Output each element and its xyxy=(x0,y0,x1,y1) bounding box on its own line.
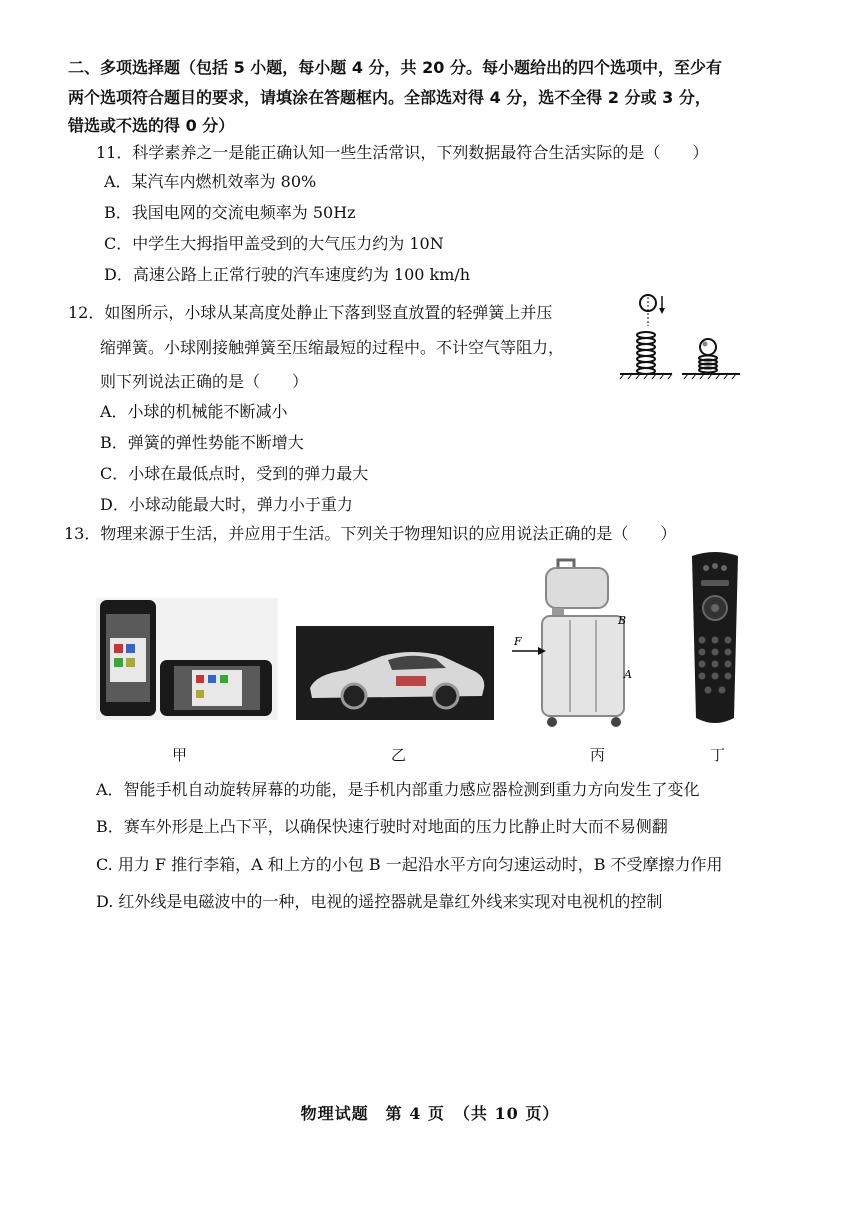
suitcase-figure xyxy=(512,556,632,728)
front-wheel xyxy=(342,684,366,708)
rear-wheel xyxy=(434,684,458,708)
label-b: B xyxy=(618,614,627,627)
q12-option-a: A．小球的机械能不断减小 xyxy=(100,402,288,421)
race-car-figure xyxy=(296,626,494,720)
q11-option-b: B．我国电网的交流电频率为 50Hz xyxy=(104,203,356,222)
label-a: A xyxy=(624,668,632,681)
q12-option-c: C．小球在最低点时，受到的弹力最大 xyxy=(100,464,369,483)
q13-option-b: B．赛车外形是上凸下平，以确保快速行驶时对地面的压力比静止时大而不易侧翻 xyxy=(96,817,668,836)
caption-ding: 丁 xyxy=(710,746,726,764)
q11-option-a: A．某汽车内燃机效率为 80% xyxy=(104,172,317,191)
q12-stem-line-1: 12．如图所示，小球从某高度处静止下落到竖直放置的轻弹簧上并压 xyxy=(68,303,553,322)
spring-ball-diagram xyxy=(616,288,746,380)
caption-bing: 丙 xyxy=(590,746,606,764)
q13-option-a: A．智能手机自动旋转屏幕的功能，是手机内部重力感应器检测到重力方向发生了变化 xyxy=(96,780,700,799)
q11-option-d: D．高速公路上正常行驶的汽车速度约为 100 km/h xyxy=(104,265,471,284)
q12-stem-line-3: 则下列说法正确的是（ ） xyxy=(100,372,309,391)
caption-jia: 甲 xyxy=(172,746,188,764)
label-f: F xyxy=(514,635,522,648)
phones-figure xyxy=(96,598,278,720)
q13-option-d: D. 红外线是电磁波中的一种，电视的遥控器就是靠红外线来实现对电视机的控制 xyxy=(96,892,663,911)
section-header-line-3: 错选或不选的得 0 分） xyxy=(68,116,235,135)
page-footer: 物理试题 第 4 页 （共 10 页） xyxy=(300,1104,560,1123)
q12-stem-line-2: 缩弹簧。小球刚接触弹簧至压缩最短的过程中。不计空气等阻力， xyxy=(100,338,565,357)
q12-option-b: B．弹簧的弹性势能不断增大 xyxy=(100,433,304,452)
q13-stem: 13．物理来源于生活，并应用于生活。下列关于物理知识的应用说法正确的是（ ） xyxy=(64,524,677,543)
caption-yi: 乙 xyxy=(391,746,407,764)
tall-spring xyxy=(637,332,655,374)
q13-option-c: C. 用力 F 推行李箱，A 和上方的小包 B 一起沿水平方向匀速运动时，B 不受摩擦力作用 xyxy=(96,855,723,874)
small-bag-b xyxy=(546,568,608,608)
compressed-spring xyxy=(699,356,717,373)
resting-ball xyxy=(700,339,716,355)
remote-control-figure xyxy=(686,550,744,728)
q12-option-d: D．小球动能最大时，弹力小于重力 xyxy=(100,495,353,514)
q11-option-c: C．中学生大拇指甲盖受到的大气压力约为 10N xyxy=(104,234,444,253)
suitcase-a xyxy=(542,614,627,716)
section-header-line-2: 两个选项符合题目的要求，请填涂在答题框内。全部选对得 4 分，选不全得 2 分或 3 分， xyxy=(68,88,711,107)
section-header-line-1: 二、多项选择题（包括 5 小题，每小题 4 分，共 20 分。每小题给出的四个选项中，至少有 xyxy=(68,58,722,77)
q11-stem: 11．科学素养之一是能正确认知一些生活常识，下列数据最符合生活实际的是（ ） xyxy=(96,143,709,162)
